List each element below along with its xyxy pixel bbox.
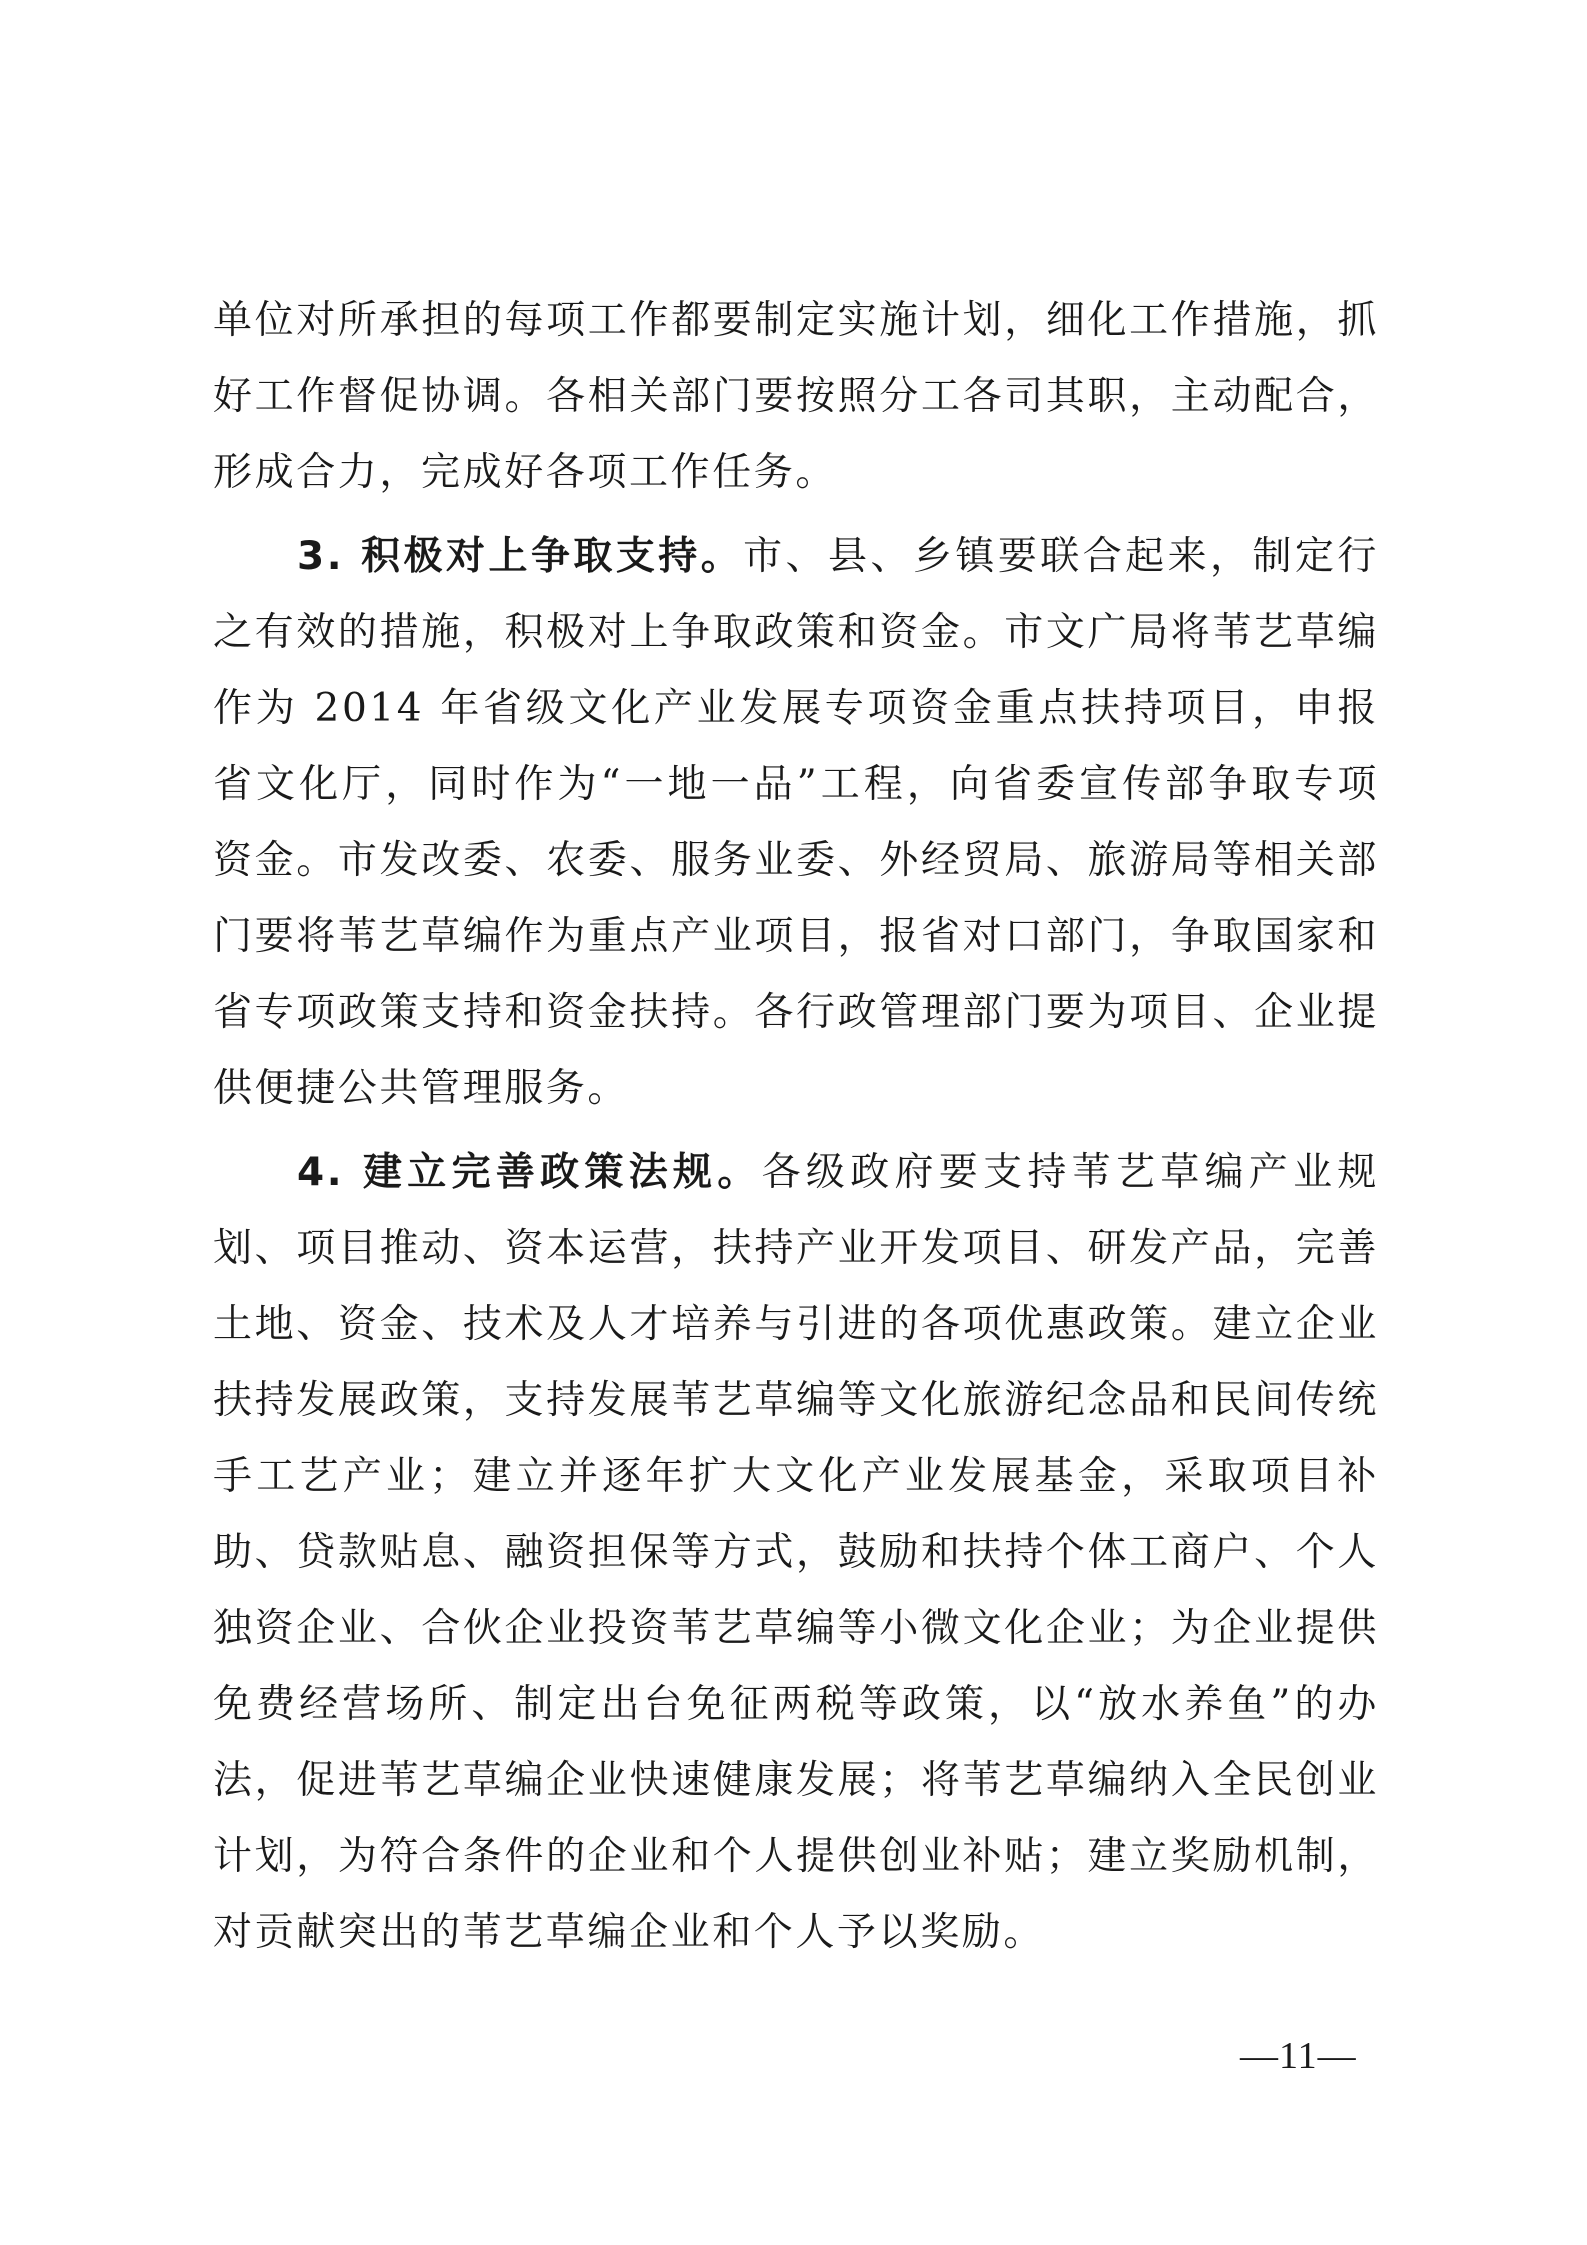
page-number: —11— <box>1240 2035 1357 2077</box>
paragraph-text: 单位对所承担的每项工作都要制定实施计划，细化工作措施，抓好工作督促协调。各相关部门要按照分工各司其职，主动配合，形成合力，完成好各项工作任务。 <box>213 298 1379 495</box>
paragraph-text: 市、县、乡镇要联合起来，制定行之有效的措施，积极对上争取政策和资金。市文广局将苇艺草编作为 2014 年省级文化产业发展专项资金重点扶持项目，申报省文化厅，同时作为“一地一品”工程，向省委宣传部争取专项资金。市发改委、农委、服务业委、外经贸局、旅游局等相关部门要将苇艺草编作为重点产业项目，报省对口部门，争取国家和省专项政策支持和资金扶持。各行政管理部门要为项目、企业提供便捷公共管理服务。 <box>213 534 1379 1111</box>
document-body <box>213 283 1379 1971</box>
paragraph-heading: 3. 积极对上争取支持。 <box>297 534 744 579</box>
paragraph-continuation <box>213 283 1379 511</box>
paragraph-text: 各级政府要支持苇艺草编产业规划、项目推动、资本运营，扶持产业开发项目、研发产品，完善土地、资金、技术及人才培养与引进的各项优惠政策。建立企业扶持发展政策，支持发展苇艺草编等文化旅游纪念品和民间传统手工艺产业；建立并逐年扩大文化产业发展基金，采取项目补助、贷款贴息、融资担保等方式，鼓励和扶持个体工商户、个人独资企业、合伙企业投资苇艺草编等小微文化企业；为企业提供免费经营场所、制定出台免征两税等政策，以“放水养鱼”的办法，促进苇艺草编企业快速健康发展；将苇艺草编纳入全民创业计划，为符合条件的企业和个人提供创业补贴；建立奖励机制，对贡献突出的苇艺草编企业和个人予以奖励。 <box>213 1150 1379 1955</box>
paragraph-heading: 4. 建立完善政策法规。 <box>297 1150 762 1195</box>
paragraph-policy-regulations <box>213 1135 1379 1971</box>
paragraph-seek-support <box>213 519 1379 1127</box>
